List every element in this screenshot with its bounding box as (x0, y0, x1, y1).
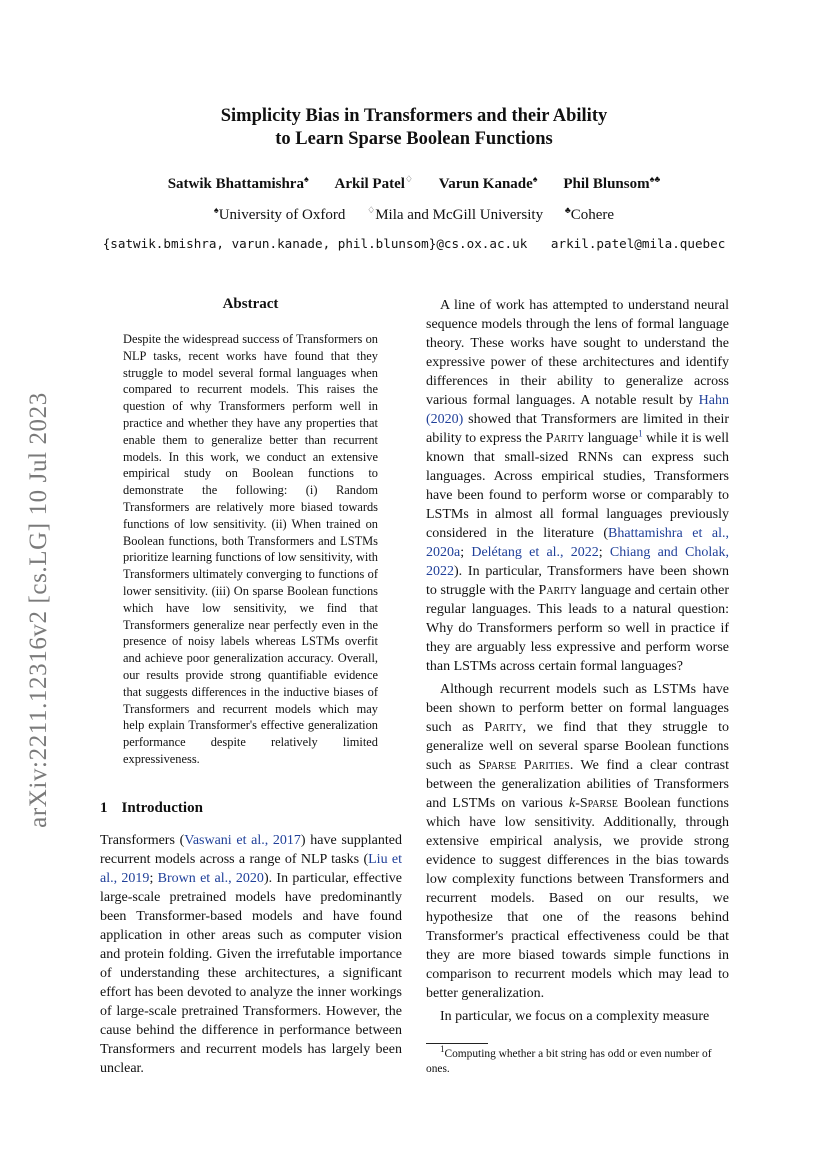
author-name: Phil Blunsom (563, 176, 650, 192)
footnote-mark: 1 (440, 1044, 445, 1055)
author-mark: ♠ (532, 174, 538, 184)
text-run: Although recurrent models such as LSTMs have been shown to perform better on formal languages such as (426, 682, 729, 735)
abstract-body: Despite the widespread success of Transformers on NLP tasks, recent works have found that they struggle to model several formal languages when compared to recurrent models. This raises the question of why Transformers perform well in practice and whether they have any properties that enable them to generalize better than recurrent models. In this work, we conduct an extensive empirical study on Boolean functions to demonstrate the following: (i) Random Transformers are relatively more biased towards functions of low sensitivity. (ii) When trained on Boolean functions, both Transformers and LSTMs prioritize learning functions of low sensitivity, with Transformers ultimately converging to functions of lower sensitivity. (iii) On sparse Boolean functions which have low sensitivity, we find that Transformers generalize near perfectly even in the presence of noisy labels whereas LSTMs overfit and achieve poor generalization accuracy. Overall, our results provide strong quantifiable evidence that suggests differences in the inductive biases of Transformers and recurrent models which may help explain Transformer's effective generalization performance despite relatively limited expressiveness. (123, 332, 378, 766)
affiliation (214, 207, 345, 223)
text-run: ) have supplanted recurrent models across a range of NLP tasks ( (100, 833, 403, 867)
intro-paragraph-3 (426, 680, 729, 1003)
right-column (426, 296, 729, 1026)
text-run: Boolean functions which have low sensitivity. Additionally, through extensive empirical analysis, we provide strong evidence to suggest differences in the bias towards low complexity functions between Transformers and recurrent models. Based on our results, we hypothesize that one of the reasons behind Transformer's practical effectiveness could be that they are more biased towards simple functions in comparison to recurrent models which may lead to better generalization. (426, 796, 729, 1001)
text-run: ). In particular, Transformers have been shown to struggle with the (426, 564, 729, 598)
citation-link[interactable]: Vaswani et al., 2017 (184, 833, 301, 848)
small-caps-term: Parity (545, 431, 585, 446)
author-mark: ♢ (404, 174, 413, 184)
author (168, 176, 309, 192)
footnote-rule (426, 1043, 488, 1044)
email-group: {satwik.bmishra, varun.kanade, phil.blunsom}@cs.ox.ac.uk (102, 236, 528, 251)
affiliation-mark: ♣ (564, 205, 571, 215)
section-title: Introduction (121, 800, 203, 816)
text-run: while it is well known that small-sized RNNs can express such languages. Across empirical studies, Transformers have been found to perform worse or comparably to LSTMs in almost all formal languages previously considered in the literature ( (426, 431, 730, 541)
footnote (426, 1044, 729, 1077)
affiliation-mark: ♢ (367, 205, 376, 215)
text-run: ; (460, 545, 472, 560)
email-list (0, 236, 828, 251)
citation-link[interactable]: (2020) (426, 412, 464, 427)
author-name: Arkil Patel (334, 176, 405, 192)
text-run: A line of work has attempted to understand neural sequence models through the lens of formal language theory. These works have sought to understand the expressive power of these architectures and identify differences in their ability to generalize across various formal languages. A notable result by (426, 298, 729, 408)
author-list (0, 176, 828, 193)
text-run: ). In particular, effective large-scale pretrained models have predominantly been Transformer-based models and have found application in other areas such as computer vision and protein folding. Given the irrefutable importance of understanding these architectures, a significant effort has been devoted to analyze the inner workings of large-scale pretrained Transformers. However, the cause behind the difference in performance between Transformers and recurrent models has largely been unclear. (100, 871, 403, 1076)
author (335, 176, 413, 192)
section-heading-introduction (100, 800, 203, 817)
abstract-heading: Abstract (222, 296, 279, 312)
title-line-1: Simplicity Bias in Transformers and their Ability (220, 106, 608, 126)
affiliation (367, 207, 543, 223)
citation-link[interactable]: Liu et al., 2019 (100, 852, 402, 886)
citation-link[interactable]: Delétang et al., 2022 (471, 545, 599, 560)
text-run: showed that Transformers are limited in their ability to express the (426, 412, 729, 446)
author-name: Varun Kanade (438, 176, 533, 192)
author-mark: ♠♣ (649, 174, 661, 184)
intro-paragraph-1 (100, 831, 402, 1078)
intro-paragraph-2 (426, 296, 729, 676)
section-number: 1 (100, 800, 108, 816)
text-run: language (584, 431, 639, 446)
small-caps-term: Sparse Parities (478, 758, 570, 773)
affiliation-name: University of Oxford (218, 207, 346, 223)
citation-link[interactable]: Hahn (698, 393, 729, 408)
email: arkil.patel@mila.quebec (550, 236, 726, 251)
math-variable: k (568, 796, 576, 811)
affiliation-name: Mila and McGill University (375, 207, 544, 223)
author-mark: ♠ (303, 174, 309, 184)
title-line-2: to Learn Sparse Boolean Functions (275, 129, 553, 149)
affiliation (565, 207, 614, 223)
arxiv-identifier-text: arXiv:2211.12316v2 [cs.LG] 10 Jul 2023 (25, 392, 52, 828)
small-caps-term: Parity (484, 720, 523, 735)
text-run: ; (149, 871, 158, 886)
footnote-text: Computing whether a bit string has odd or even number of ones. (426, 1048, 712, 1075)
affiliation-name: Cohere (570, 207, 615, 223)
intro-paragraph-4: In particular, we focus on a complexity measure (440, 1009, 710, 1024)
text-run: . We find a clear contrast between the generalization abilities of Transformers and LSTMs on various (426, 758, 729, 811)
citation-link[interactable]: Chiang and Cholak, 2022 (426, 545, 729, 579)
text-run: Transformers ( (100, 833, 185, 848)
citation-link[interactable]: Bhattamishra et al., 2020a (426, 526, 729, 560)
affiliation-mark: ♠ (213, 205, 219, 215)
citation-link[interactable]: Brown et al., 2020 (157, 871, 264, 886)
small-caps-term: -Sparse (575, 796, 618, 811)
affiliation-list (0, 207, 828, 224)
footnote-ref[interactable]: 1 (638, 428, 643, 439)
author-name: Satwik Bhattamishra (167, 176, 304, 192)
text-run: ; (598, 545, 610, 560)
small-caps-term: Parity (538, 583, 577, 598)
paper-title (0, 105, 828, 151)
author (439, 176, 538, 192)
arxiv-identifier (16, 365, 62, 855)
author (563, 176, 660, 192)
text-run: language and certain other regular languages. This leads to a natural question: Why do Transformers perform so well in practice if they are arguably less expressive and perform worse than LSTMs across certain formal languages? (426, 583, 729, 674)
text-run: , we find that they struggle to generalize well on several sparse Boolean functions such as (426, 720, 730, 773)
